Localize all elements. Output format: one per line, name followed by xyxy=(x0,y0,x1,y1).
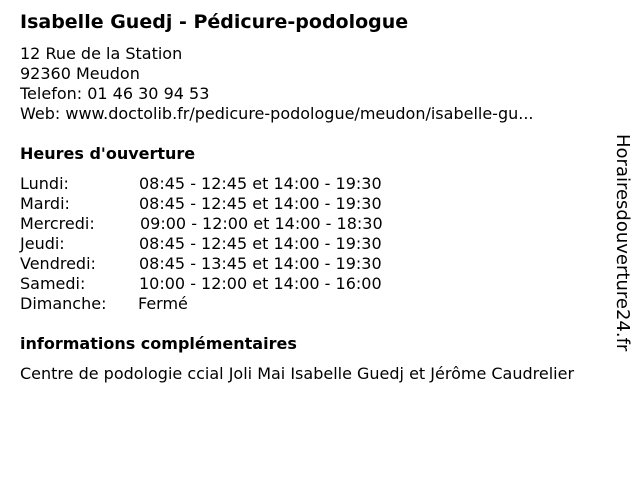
address-city: 92360 Meudon xyxy=(20,64,140,83)
hours-heading: Heures d'ouverture xyxy=(20,144,196,163)
time-value: 08:45 - 12:45 et 14:00 - 19:30 xyxy=(139,234,382,253)
phone-number: Telefon: 01 46 30 94 53 xyxy=(20,84,210,103)
info-heading: informations complémentaires xyxy=(20,334,297,353)
time-value: 08:45 - 13:45 et 14:00 - 19:30 xyxy=(139,254,382,273)
time-value: 08:45 - 12:45 et 14:00 - 19:30 xyxy=(139,194,382,213)
day-label: Jeudi: xyxy=(20,234,65,253)
time-value: 10:00 - 12:00 et 14:00 - 16:00 xyxy=(139,274,382,293)
day-label: Vendredi: xyxy=(20,254,96,273)
day-label: Mardi: xyxy=(20,194,70,213)
day-label: Mercredi: xyxy=(20,214,95,233)
time-value: 08:45 - 12:45 et 14:00 - 19:30 xyxy=(139,174,382,193)
day-label: Lundi: xyxy=(20,174,69,193)
website-link[interactable]: Web: www.doctolib.fr/pedicure-podologue/meudon/isabelle-gu... xyxy=(20,104,534,123)
time-value: 09:00 - 12:00 et 14:00 - 18:30 xyxy=(140,214,383,233)
page-title: Isabelle Guedj - Pédicure-podologue xyxy=(20,11,409,33)
address-street: 12 Rue de la Station xyxy=(20,44,183,63)
watermark-text: Horairesdouverture24.fr xyxy=(612,134,633,352)
description-text: Centre de podologie ccial Joli Mai Isabelle Guedj et Jérôme Caudrelier xyxy=(20,364,575,383)
day-label: Dimanche: xyxy=(20,294,107,313)
time-value: Fermé xyxy=(138,294,188,313)
day-label: Samedi: xyxy=(20,274,86,293)
